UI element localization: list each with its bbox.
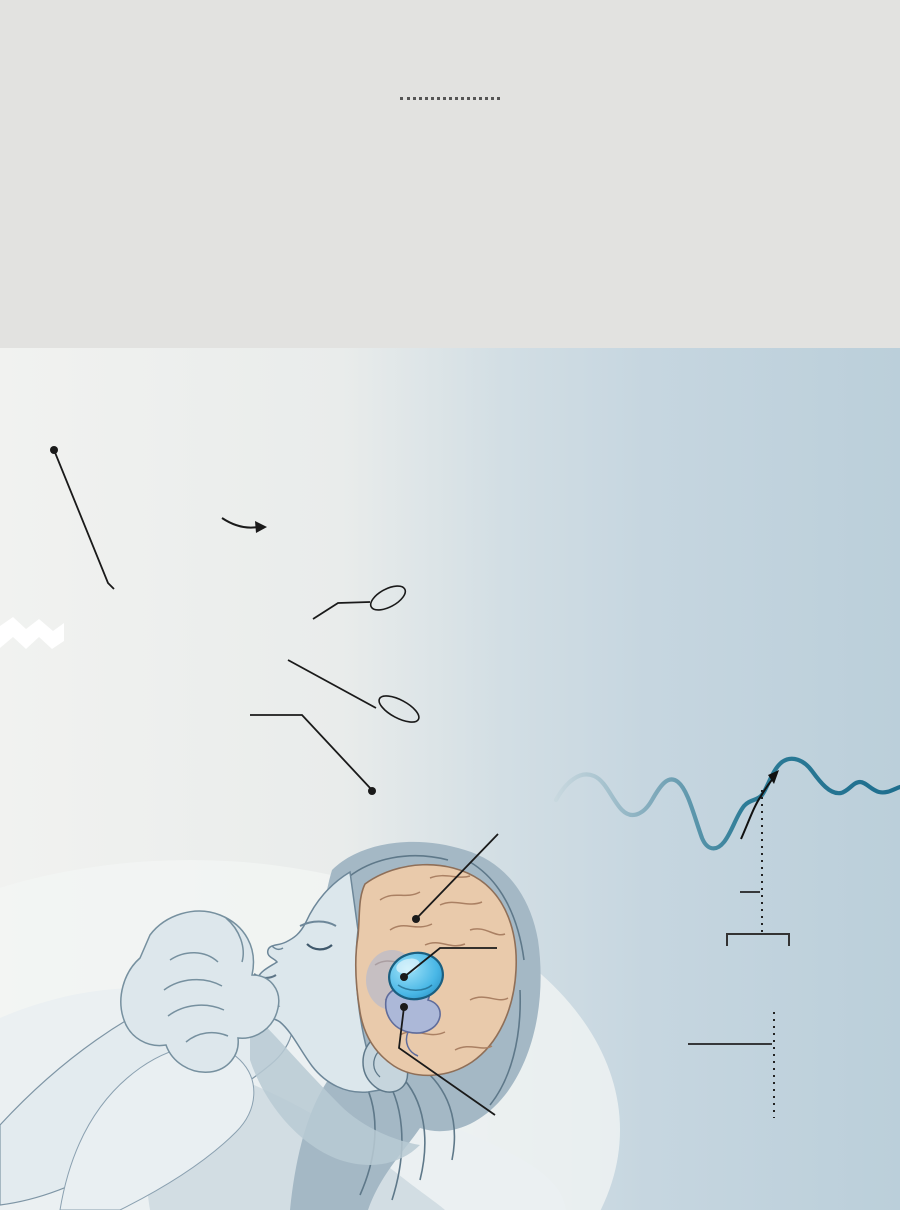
hippocampus-dot xyxy=(400,1003,408,1011)
rem-dot xyxy=(368,787,376,795)
awake-dot xyxy=(50,446,58,454)
dotted-divider xyxy=(400,97,500,100)
thalamus-dot xyxy=(400,973,408,981)
cortex-dot xyxy=(412,915,420,923)
header xyxy=(0,0,900,348)
illustration-canvas xyxy=(0,348,900,1210)
